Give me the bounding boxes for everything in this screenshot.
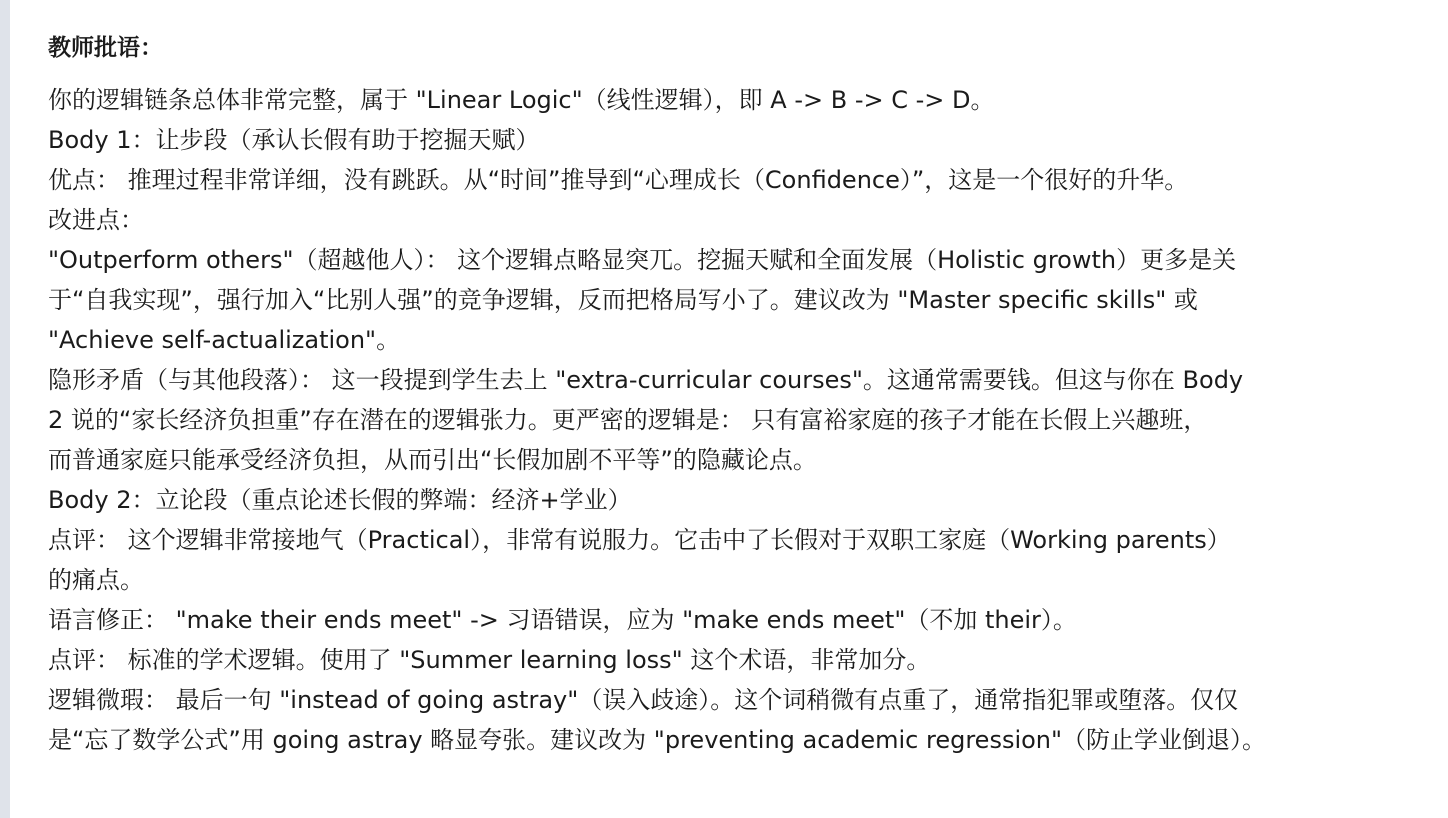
- feedback-line: 于“自我实现”，强行加入“比别人强”的竞争逻辑，反而把格局写小了。建议改为 "Master specific skills" 或: [48, 286, 1198, 314]
- feedback-line: "Outperform others"（超越他人）： 这个逻辑点略显突兀。挖掘天赋和全面发展（Holistic growth）更多是关: [48, 246, 1237, 274]
- feedback-line: Body 2：立论段（重点论述长假的弊端：经济+学业）: [48, 486, 632, 514]
- feedback-heading: 教师批语：: [48, 35, 163, 61]
- feedback-line: 的痛点。: [48, 566, 144, 594]
- left-border: [0, 0, 10, 818]
- feedback-content: [48, 28, 1428, 760]
- feedback-line: 逻辑微瑕： 最后一句 "instead of going astray"（误入歧途）。这个词稍微有点重了，通常指犯罪或堕落。仅仅: [48, 686, 1239, 714]
- feedback-line: "Achieve self-actualization"。: [48, 326, 401, 354]
- feedback-line: 你的逻辑链条总体非常完整，属于 "Linear Logic"（线性逻辑），即 A -> B -> C -> D。: [48, 86, 995, 114]
- feedback-line: 2 说的“家长经济负担重”存在潜在的逻辑张力。更严密的逻辑是： 只有富裕家庭的孩子才能在长假上兴趣班，: [48, 406, 1208, 434]
- feedback-line: 隐形矛盾（与其他段落）： 这一段提到学生去上 "extra-curricular courses"。这通常需要钱。但这与你在 Body: [48, 366, 1244, 394]
- feedback-line: 优点： 推理过程非常详细，没有跳跃。从“时间”推导到“心理成长（Confidence）”，这是一个很好的升华。: [48, 166, 1189, 194]
- feedback-line: Body 1：让步段（承认长假有助于挖掘天赋）: [48, 126, 540, 154]
- feedback-line: 语言修正： "make their ends meet" -> 习语错误，应为 "make ends meet"（不加 their）。: [48, 606, 1077, 634]
- feedback-line: 改进点：: [48, 206, 144, 234]
- feedback-line: 是“忘了数学公式”用 going astray 略显夸张。建议改为 "preventing academic regression"（防止学业倒退）。: [48, 726, 1267, 754]
- feedback-line: 点评： 这个逻辑非常接地气（Practical），非常有说服力。它击中了长假对于双职工家庭（Working parents）: [48, 526, 1231, 554]
- feedback-line: 而普通家庭只能承受经济负担，从而引出“长假加剧不平等”的隐藏论点。: [48, 446, 817, 474]
- feedback-line: 点评： 标准的学术逻辑。使用了 "Summer learning loss" 这个术语，非常加分。: [48, 646, 931, 674]
